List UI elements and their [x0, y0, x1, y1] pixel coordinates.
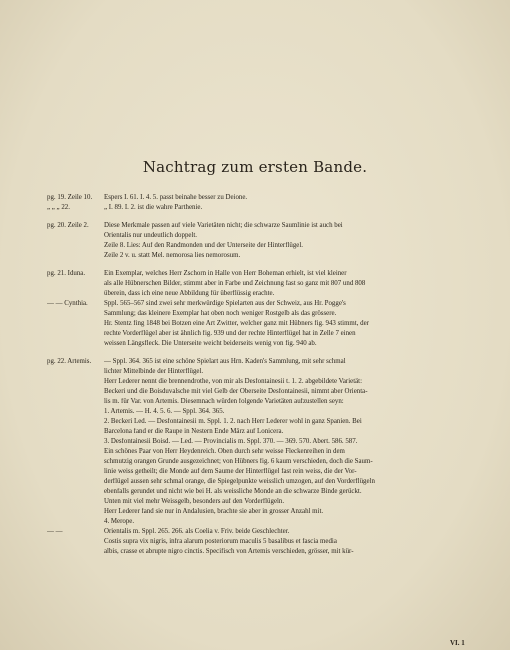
line-text: schmutzig orangen Grunde ausgezeichnet; von Hübners fig. 6 kaum verschieden, doch die Saum-	[104, 458, 373, 465]
line-text: Costis supra vix nigris, infra alarum posteriorum maculis 5 basalibus et fascia media	[104, 538, 337, 545]
line-text: 1. Artemis. — H. 4. 5. 6. — Sppl. 364. 365.	[104, 408, 225, 415]
line-ref: — — Cynthia.	[47, 300, 88, 307]
line-text: 2. Beckeri Led. — Desfontainesii m. Sppl. 1. 2. nach Herr Lederer wohl in ganz Spanien. Bei	[104, 418, 362, 425]
line-text: Espers I. 61. I. 4. 5. passt beinahe besser zu Deione.	[104, 194, 248, 201]
line-text: linie weiss getheilt; die Monde auf dem Saume der Hinterflügel fast rein weiss, die der Vor-	[104, 468, 357, 475]
line-text: Orientalis nur undeutlich doppelt.	[104, 232, 198, 239]
line-text: Ein schönes Paar von Herr Heydenreich. Oben durch sehr weisse Fleckenreihen in dem	[104, 448, 345, 455]
line-text: Zeile 8. Lies: Auf den Randmonden und der Unterseite der Hinterflügel.	[104, 242, 304, 249]
line-text: weissen Längsfleck. Die Unterseite weicht beiderseits wenig von fig. 940 ab.	[104, 340, 317, 347]
line-ref: pg. 21. Iduna.	[47, 270, 86, 277]
line-text: Orientalis m. Sppl. 265. 266. als Coelia v. Friv. beide Geschlechter.	[104, 528, 290, 535]
page-title: Nachtrag zum ersten Bande.	[142, 158, 368, 176]
line-text: derflügel aussen sehr schmal orange, die Spiegelpunkte weisslich umzogen, auf den Vorderflügeln	[104, 478, 375, 485]
line-ref: „ „ „ 22.	[47, 204, 70, 211]
line-ref: pg. 19. Zeile 10.	[47, 194, 93, 201]
line-text: Unten mit viel mehr Weissgelb, besonders auf den Vorderflügeln.	[104, 498, 285, 505]
line-text: überein, dass ich eine neue Abbildung für überflüssig erachte.	[104, 290, 275, 297]
line-text: — Sppl. 364. 365 ist eine schöne Spielart aus Hrn. Kaden's Sammlung, mit sehr schmal	[104, 358, 346, 365]
line-text: albis, crasse et abrupte nigro cinctis. Specifisch von Artemis verschieden, grösser, mit kür-	[104, 548, 354, 555]
line-text: lis m. für Var. von Artemis. Diesemnach würden folgende Varietäten aufzustellen seyn:	[104, 398, 344, 405]
line-text: Ein Exemplar, welches Herr Zschorn in Halle von Herr Boheman erhielt, ist viel kleiner	[104, 270, 347, 277]
line-text: lichter Mittelbinde der Hinterflügel.	[104, 368, 204, 375]
line-text: Herr Lederer nennt die brennendrothe, von mir als Desfontainesii t. 1. 2. abgebildete Varietät:	[104, 378, 362, 385]
line-text: Hr. Stentz fing 1848 bei Botzen eine Art Zwitter, welcher ganz mit Hübners fig. 943 stimmt, der	[104, 320, 369, 327]
line-ref: pg. 22. Artemis.	[47, 358, 92, 365]
line-text: rechte Vorderflügel aber ist ähnlich fig. 939 und der rechte Hinterflügel hat in Zelle 7 einen	[104, 330, 356, 337]
folio: VI. 1	[450, 639, 465, 647]
line-text: „ I. 89. I. 2. ist die wahre Parthenie.	[104, 204, 203, 211]
line-text: Barcelona fand er die Raupe in Nestern Ende März auf Lonicera.	[104, 428, 284, 435]
line-text: Zeile 2 v. u. statt Mel. nemorosa lies nemorosum.	[104, 252, 241, 259]
line-text: Herr Lederer fand sie nur in Andalusien, brachte sie aber in grosser Anzahl mit.	[104, 508, 324, 515]
line-text: Beckeri und die Boisduvalsche mit viel Gelb der Oberseite Desfontainesii, nimmt aber Orienta-	[104, 388, 368, 395]
line-text: Diese Merkmale passen auf viele Varietäten nicht; die schwarze Saumlinie ist auch bei	[104, 222, 343, 229]
line-ref: — —	[47, 528, 63, 535]
line-text: als alle Hübnerschen Bilder, stimmt aber in Farbe und Zeichnung fast so ganz mit 807 und 808	[104, 280, 366, 287]
line-text: 3. Desfontainesii Boisd. — Led. — Provincialis m. Sppl. 370. — 369. 570. Abert. 586. 587.	[104, 438, 358, 445]
line-text: 4. Merope.	[104, 518, 135, 525]
line-text: Sammlung; das kleinere Exemplar hat oben noch weniger Rostgelb als das grössere.	[104, 310, 337, 317]
line-text: Sppl. 565–567 sind zwei sehr merkwürdige Spielarten aus der Schweiz, aus Hr. Pogge's	[104, 300, 346, 307]
line-ref: pg. 20. Zeile 2.	[47, 222, 89, 229]
line-text: ebenfalls gerundet und nicht wie bei H. als weissliche Monde an die schwarze Binde gerückt.	[104, 488, 362, 495]
